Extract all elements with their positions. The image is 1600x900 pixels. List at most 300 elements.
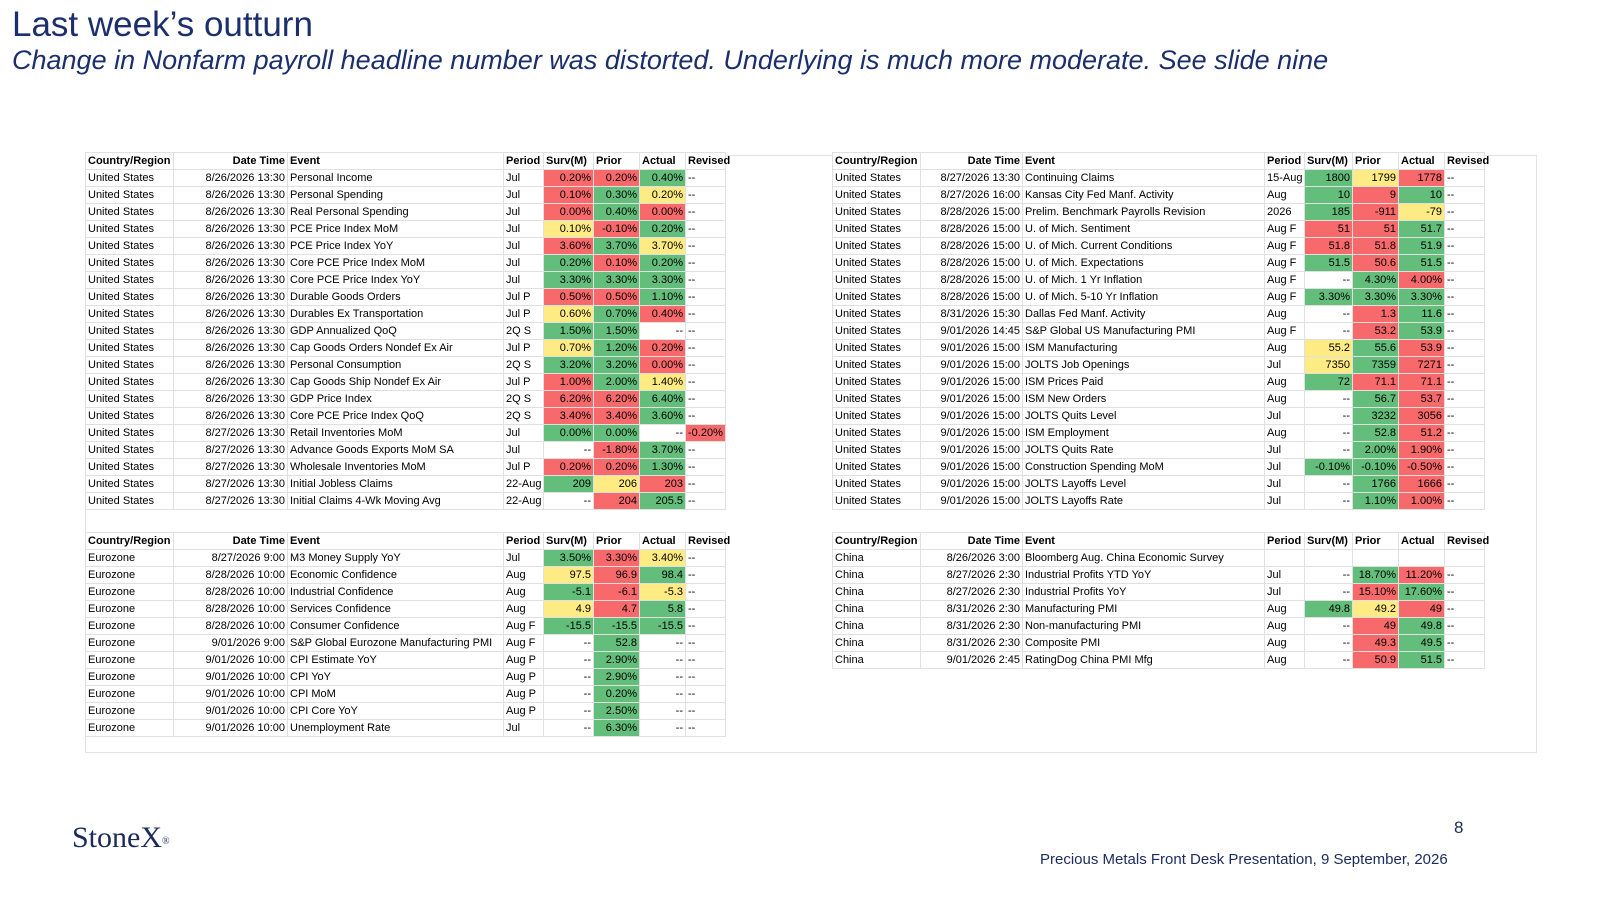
cell-datetime: 8/26/2026 13:30 [174, 408, 288, 425]
cell-survey: 3.60% [544, 238, 594, 255]
cell-event: Core PCE Price Index YoY [288, 272, 504, 289]
cell-country: Eurozone [86, 652, 174, 669]
cell-period: Aug [504, 601, 544, 618]
cell-datetime: 9/01/2026 10:00 [174, 703, 288, 720]
cell-country: Eurozone [86, 703, 174, 720]
cell-prior: 1766 [1353, 476, 1399, 493]
cell-datetime: 9/01/2026 15:00 [921, 357, 1023, 374]
cell-prior: 71.1 [1353, 374, 1399, 391]
header-survey: Surv(M) [1305, 533, 1353, 550]
cell-datetime: 8/28/2026 10:00 [174, 601, 288, 618]
table-row [86, 493, 726, 510]
table-row [833, 567, 1485, 584]
cell-prior: 4.7 [594, 601, 640, 618]
cell-datetime: 8/28/2026 15:00 [921, 272, 1023, 289]
cell-prior: -1.80% [594, 442, 640, 459]
cell-actual: 1.30% [640, 459, 686, 476]
cell-country: United States [833, 221, 921, 238]
cell-survey: -5.1 [544, 584, 594, 601]
cell-event: U. of Mich. Expectations [1023, 255, 1265, 272]
table-header-row [86, 533, 726, 550]
cell-datetime: 8/28/2026 10:00 [174, 584, 288, 601]
cell-prior: 18.70% [1353, 567, 1399, 584]
cell-survey: -- [544, 493, 594, 510]
cell-event: M3 Money Supply YoY [288, 550, 504, 567]
cell-event: U. of Mich. Sentiment [1023, 221, 1265, 238]
table-row [833, 584, 1485, 601]
cell-period: Jul [1265, 408, 1305, 425]
cell-datetime: 9/01/2026 15:00 [921, 391, 1023, 408]
cell-period: Aug F [1265, 323, 1305, 340]
cell-actual: -- [640, 720, 686, 737]
cell-actual: -0.50% [1399, 459, 1445, 476]
cell-prior: 2.90% [594, 652, 640, 669]
cell-period: 2Q S [504, 357, 544, 374]
cell-survey: 3.50% [544, 550, 594, 567]
cell-country: United States [86, 442, 174, 459]
cell-survey: -- [544, 669, 594, 686]
cell-actual: 205.5 [640, 493, 686, 510]
cell-datetime: 8/26/2026 3:00 [921, 550, 1023, 567]
cell-revised: -- [686, 340, 726, 357]
cell-event: JOLTS Quits Level [1023, 408, 1265, 425]
table-row [86, 272, 726, 289]
cell-survey: -- [544, 703, 594, 720]
cell-period: Jul [504, 550, 544, 567]
cell-event: Industrial Profits YoY [1023, 584, 1265, 601]
cell-event: Dallas Fed Manf. Activity [1023, 306, 1265, 323]
cell-period: Jul P [504, 306, 544, 323]
cell-actual: 17.60% [1399, 584, 1445, 601]
cell-datetime: 8/27/2026 13:30 [921, 170, 1023, 187]
cell-period: Aug F [1265, 272, 1305, 289]
cell-actual: 51.5 [1399, 255, 1445, 272]
cell-period: Jul [1265, 357, 1305, 374]
cell-prior: 0.50% [594, 289, 640, 306]
cell-prior: 0.20% [594, 170, 640, 187]
cell-datetime: 9/01/2026 10:00 [174, 669, 288, 686]
cell-revised: -- [686, 272, 726, 289]
cell-datetime: 8/26/2026 13:30 [174, 272, 288, 289]
cell-prior [1353, 550, 1399, 567]
cell-actual: 71.1 [1399, 374, 1445, 391]
cell-datetime: 8/31/2026 2:30 [921, 601, 1023, 618]
cell-country: United States [86, 357, 174, 374]
cell-survey [1305, 550, 1353, 567]
cell-event: Economic Confidence [288, 567, 504, 584]
cell-prior: -0.10% [1353, 459, 1399, 476]
cell-event: Composite PMI [1023, 635, 1265, 652]
table-row [833, 442, 1485, 459]
table-row [833, 493, 1485, 510]
cell-revised: -- [686, 601, 726, 618]
cell-country: United States [833, 391, 921, 408]
cell-revised: -- [686, 442, 726, 459]
table-row [86, 686, 726, 703]
cell-revised: -- [1445, 391, 1485, 408]
table-row [833, 408, 1485, 425]
cell-country: China [833, 550, 921, 567]
cell-event: Core PCE Price Index MoM [288, 255, 504, 272]
cell-revised: -- [1445, 204, 1485, 221]
cell-event: CPI Core YoY [288, 703, 504, 720]
cell-revised: -- [1445, 170, 1485, 187]
cell-country: United States [86, 476, 174, 493]
cell-event: Personal Spending [288, 187, 504, 204]
cell-period: Aug F [504, 618, 544, 635]
cell-event: ISM Prices Paid [1023, 374, 1265, 391]
cell-prior: 6.30% [594, 720, 640, 737]
cell-prior: -15.5 [594, 618, 640, 635]
cell-period: Aug [1265, 187, 1305, 204]
table-row [86, 221, 726, 238]
cell-country: Eurozone [86, 618, 174, 635]
cell-prior: 0.30% [594, 187, 640, 204]
cell-period: Aug [1265, 391, 1305, 408]
cell-prior: 56.7 [1353, 391, 1399, 408]
cell-datetime: 8/26/2026 13:30 [174, 238, 288, 255]
cell-prior: 53.2 [1353, 323, 1399, 340]
stonex-logo: StoneX® [72, 821, 170, 854]
cell-country: Eurozone [86, 686, 174, 703]
cell-actual: 98.4 [640, 567, 686, 584]
cell-prior: 0.10% [594, 255, 640, 272]
table-row [86, 618, 726, 635]
cell-revised: -- [1445, 618, 1485, 635]
cell-actual: -- [640, 425, 686, 442]
cell-survey: 7350 [1305, 357, 1353, 374]
cell-datetime: 8/26/2026 13:30 [174, 323, 288, 340]
us-data-table-right [832, 152, 1490, 510]
cell-survey: 1.00% [544, 374, 594, 391]
cell-country: United States [833, 289, 921, 306]
table-row [833, 476, 1485, 493]
cell-event: Prelim. Benchmark Payrolls Revision [1023, 204, 1265, 221]
cell-prior: 0.40% [594, 204, 640, 221]
cell-period: 15-Aug [1265, 170, 1305, 187]
cell-actual: 49.8 [1399, 618, 1445, 635]
cell-revised: -- [1445, 476, 1485, 493]
cell-country: Eurozone [86, 601, 174, 618]
cell-datetime: 8/26/2026 13:30 [174, 289, 288, 306]
cell-event: PCE Price Index YoY [288, 238, 504, 255]
cell-actual: 0.00% [640, 204, 686, 221]
cell-event: U. of Mich. 1 Yr Inflation [1023, 272, 1265, 289]
cell-survey: 0.20% [544, 170, 594, 187]
cell-survey: 3.20% [544, 357, 594, 374]
cell-period: Aug [1265, 601, 1305, 618]
table-row [833, 170, 1485, 187]
cell-survey: 1800 [1305, 170, 1353, 187]
cell-period: Jul P [504, 340, 544, 357]
cell-event: Bloomberg Aug. China Economic Survey [1023, 550, 1265, 567]
header-prior: Prior [1353, 153, 1399, 170]
cell-actual: -- [640, 686, 686, 703]
cell-datetime: 8/27/2026 13:30 [174, 459, 288, 476]
cell-datetime: 9/01/2026 15:00 [921, 340, 1023, 357]
cell-event: U. of Mich. 5-10 Yr Inflation [1023, 289, 1265, 306]
table-row [833, 618, 1485, 635]
cell-datetime: 8/28/2026 15:00 [921, 255, 1023, 272]
cell-country: United States [833, 238, 921, 255]
cell-revised: -- [686, 238, 726, 255]
cell-prior: 1.10% [1353, 493, 1399, 510]
cell-country: United States [86, 221, 174, 238]
cell-period: Jul P [504, 374, 544, 391]
header-survey: Surv(M) [1305, 153, 1353, 170]
cell-period: Aug [1265, 635, 1305, 652]
cell-event: Initial Jobless Claims [288, 476, 504, 493]
table-row [833, 340, 1485, 357]
header-prior: Prior [594, 153, 640, 170]
cell-period: Jul P [504, 459, 544, 476]
cell-revised: -- [1445, 459, 1485, 476]
cell-actual [1399, 550, 1445, 567]
cell-event: CPI Estimate YoY [288, 652, 504, 669]
cell-survey: 3.30% [544, 272, 594, 289]
cell-prior: 49.3 [1353, 635, 1399, 652]
cell-revised: -- [686, 170, 726, 187]
cell-country: United States [833, 323, 921, 340]
cell-datetime: 8/27/2026 13:30 [174, 493, 288, 510]
cell-revised: -- [686, 289, 726, 306]
us-data-table-left [85, 152, 731, 510]
cell-event: Initial Claims 4-Wk Moving Avg [288, 493, 504, 510]
cell-period: Jul [504, 204, 544, 221]
cell-prior: 15.10% [1353, 584, 1399, 601]
header-actual: Actual [1399, 153, 1445, 170]
cell-survey: 6.20% [544, 391, 594, 408]
cell-datetime: 9/01/2026 15:00 [921, 425, 1023, 442]
header-actual: Actual [640, 533, 686, 550]
cell-period: Aug P [504, 686, 544, 703]
cell-datetime: 8/27/2026 13:30 [174, 425, 288, 442]
cell-event: Continuing Claims [1023, 170, 1265, 187]
slide-title: Last week’s outturn [12, 5, 313, 44]
table-row [833, 255, 1485, 272]
cell-survey: 3.30% [1305, 289, 1353, 306]
cell-actual: 3.30% [640, 272, 686, 289]
cell-survey: -- [544, 686, 594, 703]
slide-subtitle: Change in Nonfarm payroll headline number was distorted. Underlying is much more moderate. See slide nine [12, 45, 1329, 75]
cell-revised: -- [686, 618, 726, 635]
cell-country: United States [86, 340, 174, 357]
table-row [86, 550, 726, 567]
cell-prior: 4.30% [1353, 272, 1399, 289]
cell-actual: 3.40% [640, 550, 686, 567]
cell-datetime: 9/01/2026 10:00 [174, 652, 288, 669]
header-revised: Revised [686, 153, 726, 170]
cell-prior: 3.30% [594, 550, 640, 567]
cell-revised: -- [686, 323, 726, 340]
table-row [86, 476, 726, 493]
cell-actual: -- [640, 323, 686, 340]
header-event: Event [1023, 533, 1265, 550]
cell-actual: 49.5 [1399, 635, 1445, 652]
cell-prior: 206 [594, 476, 640, 493]
cell-datetime: 8/26/2026 13:30 [174, 340, 288, 357]
cell-actual: 11.6 [1399, 306, 1445, 323]
cell-event: Cap Goods Ship Nondef Ex Air [288, 374, 504, 391]
table-row [86, 720, 726, 737]
cell-revised: -- [1445, 601, 1485, 618]
cell-prior: 9 [1353, 187, 1399, 204]
cell-country: China [833, 584, 921, 601]
cell-survey: -15.5 [544, 618, 594, 635]
cell-survey: 72 [1305, 374, 1353, 391]
cell-survey: -- [1305, 391, 1353, 408]
cell-prior: 55.6 [1353, 340, 1399, 357]
cell-revised: -0.20% [686, 425, 726, 442]
table-row [86, 669, 726, 686]
cell-country: United States [86, 170, 174, 187]
cell-actual: 1.00% [1399, 493, 1445, 510]
cell-actual: 7271 [1399, 357, 1445, 374]
table-row [86, 357, 726, 374]
cell-country: United States [833, 272, 921, 289]
header-event: Event [288, 533, 504, 550]
cell-country: United States [86, 306, 174, 323]
cell-country: United States [833, 204, 921, 221]
cell-survey: 1.50% [544, 323, 594, 340]
cell-actual: 1778 [1399, 170, 1445, 187]
cell-survey: -- [544, 720, 594, 737]
cell-datetime: 8/26/2026 13:30 [174, 204, 288, 221]
table-row [833, 221, 1485, 238]
cell-actual: 3.30% [1399, 289, 1445, 306]
cell-revised: -- [1445, 238, 1485, 255]
cell-period: Jul [504, 272, 544, 289]
cell-event: Cap Goods Orders Nondef Ex Air [288, 340, 504, 357]
cell-actual: 53.7 [1399, 391, 1445, 408]
cell-revised: -- [686, 459, 726, 476]
cell-datetime: 8/31/2026 15:30 [921, 306, 1023, 323]
cell-datetime: 9/01/2026 2:45 [921, 652, 1023, 669]
cell-actual: -15.5 [640, 618, 686, 635]
table-row [86, 601, 726, 618]
cell-datetime: 8/26/2026 13:30 [174, 255, 288, 272]
cell-prior: 0.00% [594, 425, 640, 442]
cell-prior: 51 [1353, 221, 1399, 238]
cell-country: United States [833, 187, 921, 204]
cell-event: U. of Mich. Current Conditions [1023, 238, 1265, 255]
cell-actual: 0.20% [640, 340, 686, 357]
cell-event: Wholesale Inventories MoM [288, 459, 504, 476]
cell-prior: 1.3 [1353, 306, 1399, 323]
table-row [86, 204, 726, 221]
cell-event: RatingDog China PMI Mfg [1023, 652, 1265, 669]
cell-revised: -- [686, 408, 726, 425]
cell-datetime: 8/28/2026 10:00 [174, 567, 288, 584]
cell-period: 2026 [1265, 204, 1305, 221]
cell-datetime: 9/01/2026 15:00 [921, 408, 1023, 425]
cell-country: United States [833, 442, 921, 459]
table-row [86, 238, 726, 255]
cell-revised: -- [686, 391, 726, 408]
cell-datetime: 8/26/2026 13:30 [174, 391, 288, 408]
cell-datetime: 8/28/2026 15:00 [921, 238, 1023, 255]
header-revised: Revised [1445, 533, 1485, 550]
cell-event: Advance Goods Exports MoM SA [288, 442, 504, 459]
cell-period: Jul [504, 720, 544, 737]
cell-revised: -- [1445, 652, 1485, 669]
table-header-row [833, 153, 1485, 170]
cell-event: Unemployment Rate [288, 720, 504, 737]
cell-event: Durables Ex Transportation [288, 306, 504, 323]
header-datetime: Date Time [174, 153, 288, 170]
cell-revised: -- [1445, 255, 1485, 272]
cell-prior: 3232 [1353, 408, 1399, 425]
table-row [833, 391, 1485, 408]
cell-datetime: 9/01/2026 15:00 [921, 476, 1023, 493]
table-row [86, 584, 726, 601]
header-country: Country/Region [86, 153, 174, 170]
table-row [833, 459, 1485, 476]
cell-actual: 203 [640, 476, 686, 493]
cell-revised: -- [1445, 408, 1485, 425]
cell-country: United States [86, 493, 174, 510]
table-row [86, 187, 726, 204]
cell-period: Aug F [1265, 289, 1305, 306]
cell-revised: -- [1445, 323, 1485, 340]
cell-prior: 0.70% [594, 306, 640, 323]
header-actual: Actual [640, 153, 686, 170]
cell-event: Construction Spending MoM [1023, 459, 1265, 476]
cell-event: CPI YoY [288, 669, 504, 686]
header-period: Period [1265, 153, 1305, 170]
cell-survey: 0.20% [544, 459, 594, 476]
cell-actual: 1.90% [1399, 442, 1445, 459]
cell-period: 22-Aug [504, 493, 544, 510]
header-period: Period [504, 533, 544, 550]
cell-country: United States [86, 187, 174, 204]
cell-actual: 3.70% [640, 238, 686, 255]
header-survey: Surv(M) [544, 533, 594, 550]
cell-prior: 2.90% [594, 669, 640, 686]
cell-survey: -- [1305, 567, 1353, 584]
cell-actual: 49 [1399, 601, 1445, 618]
cell-period: Aug [1265, 618, 1305, 635]
cell-prior: 3.70% [594, 238, 640, 255]
cell-survey: 51.8 [1305, 238, 1353, 255]
cell-prior: 2.00% [1353, 442, 1399, 459]
table-row [86, 323, 726, 340]
cell-event: Industrial Confidence [288, 584, 504, 601]
cell-survey: 49.8 [1305, 601, 1353, 618]
header-datetime: Date Time [921, 533, 1023, 550]
cell-actual: -- [640, 652, 686, 669]
cell-period: Aug F [1265, 255, 1305, 272]
table-row [833, 652, 1485, 669]
cell-survey: 51.5 [1305, 255, 1353, 272]
cell-revised: -- [1445, 340, 1485, 357]
cell-prior: 1.50% [594, 323, 640, 340]
table-row [833, 272, 1485, 289]
cell-actual: 53.9 [1399, 340, 1445, 357]
cell-actual: 1666 [1399, 476, 1445, 493]
cell-survey: -- [1305, 323, 1353, 340]
cell-survey: 97.5 [544, 567, 594, 584]
cell-revised: -- [686, 669, 726, 686]
cell-actual: -79 [1399, 204, 1445, 221]
table-row [86, 703, 726, 720]
cell-period: Jul P [504, 289, 544, 306]
cell-period: 22-Aug [504, 476, 544, 493]
cell-datetime: 9/01/2026 14:45 [921, 323, 1023, 340]
cell-prior: 2.50% [594, 703, 640, 720]
china-data-table [832, 532, 1490, 669]
cell-datetime: 8/27/2026 2:30 [921, 584, 1023, 601]
